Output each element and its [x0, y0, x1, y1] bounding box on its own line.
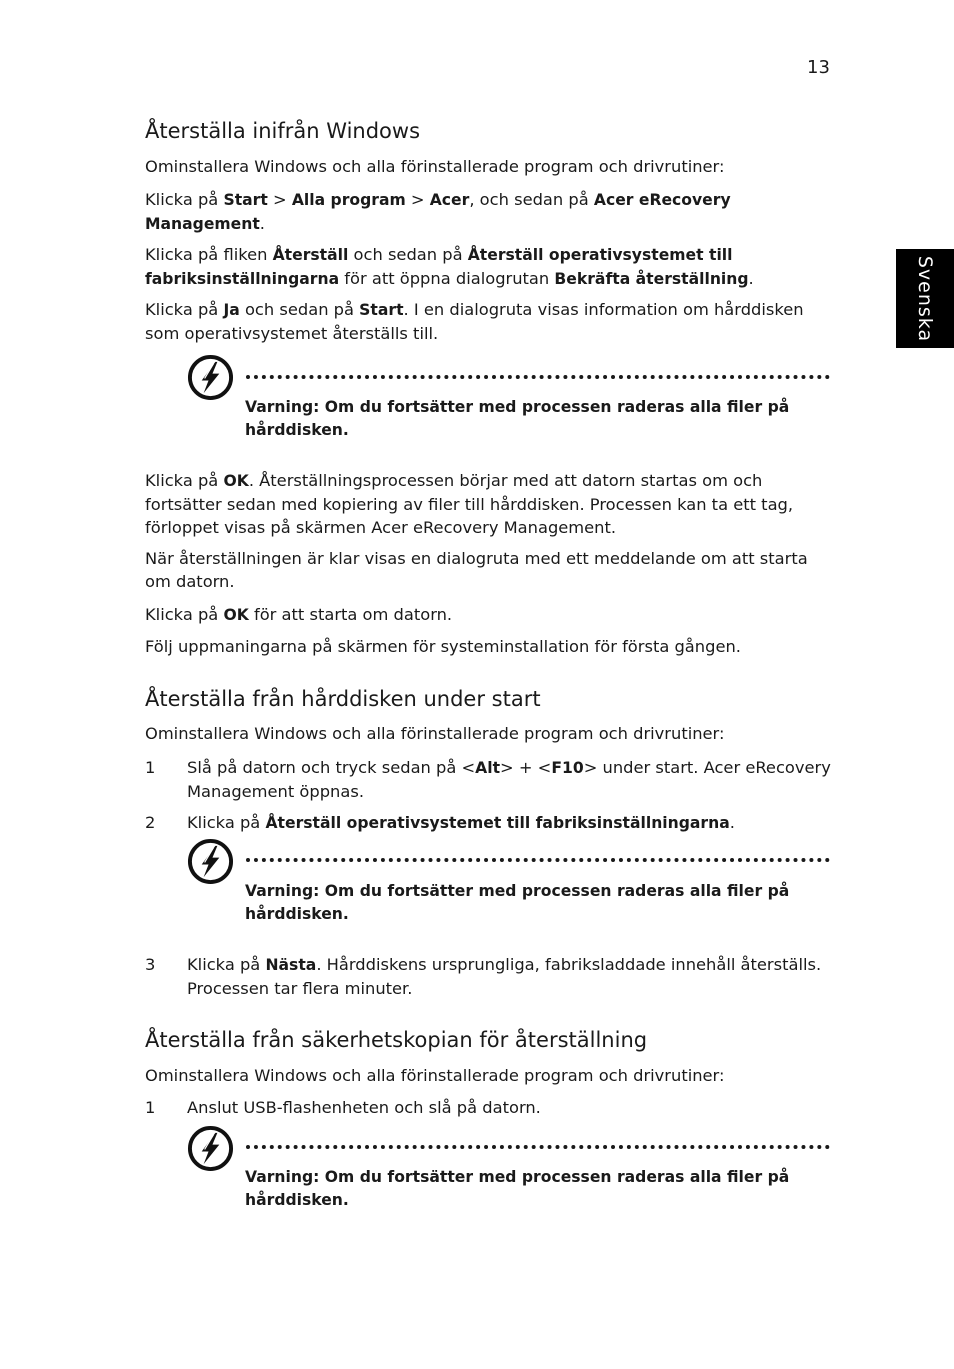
list-item-number: 3 — [145, 955, 156, 974]
list-item-text: Klicka på Nästa. Hårddiskens ursprungliga, fabriksladdade innehåll återställs. Processen tar flera minuter. — [187, 955, 822, 998]
section3-intro: Ominstallera Windows och alla förinstallerade program och drivrutiner: — [145, 1066, 725, 1085]
section-heading-backup: Återställa från säkerhetskopian för återställning — [145, 1028, 648, 1052]
section1-para-restore-tab: Klicka på fliken Återställ och sedan på Återställ operativsystemet till fabriksinställningarna för att öppna dialogrutan Bekräfta återställning. — [145, 245, 754, 288]
section2-intro: Ominstallera Windows och alla förinstallerade program och drivrutiner: — [145, 724, 725, 743]
list-item-text: Klicka på Återställ operativsystemet till fabriksinställningarna. — [187, 813, 735, 832]
list-item-number: 1 — [145, 758, 156, 777]
warning-divider — [246, 375, 830, 379]
warning-text: Varning: Om du fortsätter med processen raderas alla filer på hårddisken. — [245, 1168, 790, 1209]
warning-lightning-icon — [187, 354, 234, 401]
section-heading-windows: Återställa inifrån Windows — [145, 119, 421, 143]
language-tab — [896, 249, 954, 348]
warning-divider — [246, 858, 830, 862]
list-item-number: 2 — [145, 813, 156, 832]
warning-lightning-icon — [187, 838, 234, 885]
section1-para-ok: Klicka på OK. Återställningsprocessen börjar med att datorn startas om och fortsätter sedan med kopiering av filer till hårddisken. Processen kan ta ett tag, förloppet visas på skärmen Acer eRecovery Management. — [145, 471, 794, 537]
warning-lightning-icon — [187, 1125, 234, 1172]
list-item-number: 1 — [145, 1098, 156, 1117]
list-item-text: Anslut USB-flashenheten och slå på datorn. — [187, 1098, 541, 1117]
section1-para-confirm: Klicka på Ja och sedan på Start. I en dialogruta visas information om hårddisken som operativsystemet återställs till. — [145, 300, 804, 343]
section1-para-done: När återställningen är klar visas en dialogruta med ett meddelande om att starta om datorn. — [145, 549, 808, 591]
section1-para-follow: Följ uppmaningarna på skärmen för systeminstallation för första gången. — [145, 637, 741, 656]
list-item-text: Slå på datorn och tryck sedan på <Alt> + <F10> under start. Acer eRecovery Management öppnas. — [187, 758, 831, 801]
language-tab-label: Svenska — [914, 255, 936, 342]
warning-text: Varning: Om du fortsätter med processen raderas alla filer på hårddisken. — [245, 882, 790, 923]
warning-divider — [246, 1145, 830, 1149]
page-number: 13 — [807, 57, 830, 78]
section1-para-restart: Klicka på OK för att starta om datorn. — [145, 605, 453, 624]
section1-para-start-menu: Klicka på Start > Alla program > Acer, och sedan på Acer eRecovery Management. — [145, 190, 731, 233]
section1-intro: Ominstallera Windows och alla förinstallerade program och drivrutiner: — [145, 157, 725, 176]
warning-text: Varning: Om du fortsätter med processen raderas alla filer på hårddisken. — [245, 398, 790, 439]
section-heading-harddisk: Återställa från hårddisken under start — [145, 687, 541, 711]
